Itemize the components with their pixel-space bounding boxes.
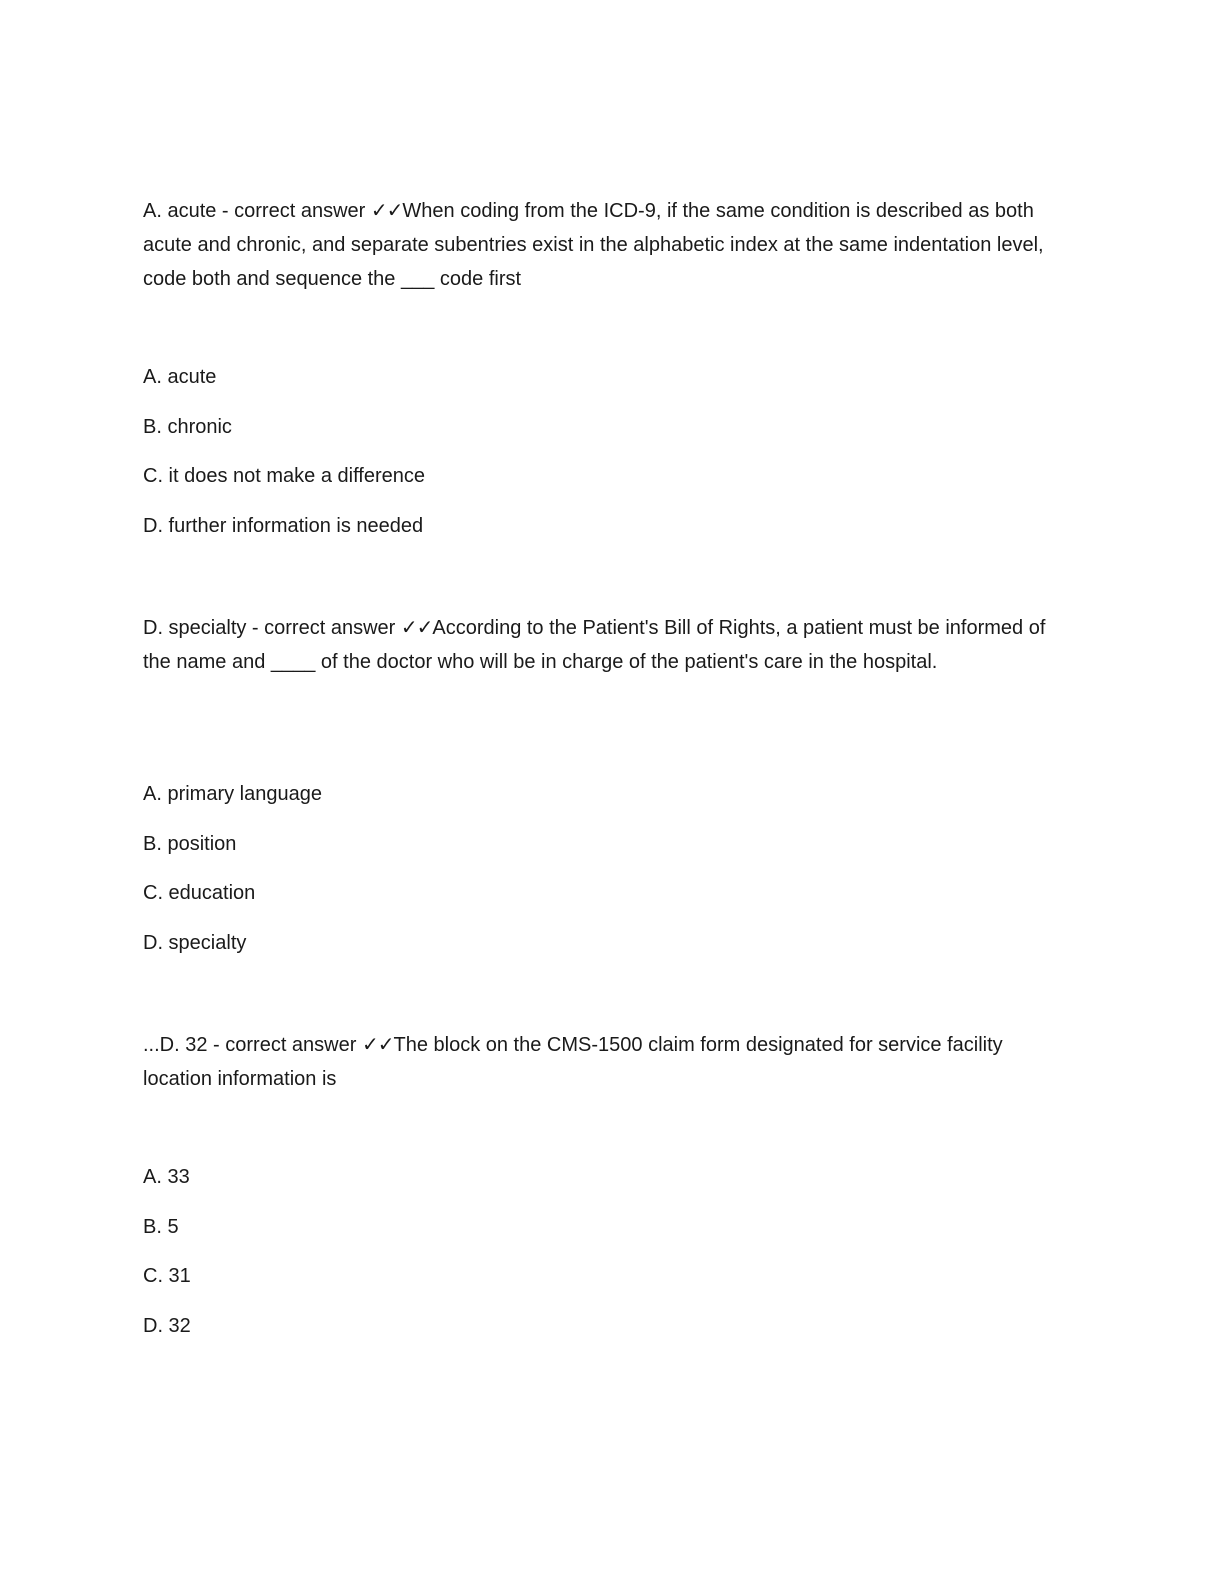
question-text: [143, 193, 1073, 296]
option-b: B. 5: [143, 1215, 179, 1238]
option-b: B. position: [143, 832, 237, 855]
options-list-2: [143, 781, 322, 979]
question-3: [143, 1027, 1073, 1096]
question-stem: The block on the CMS-1500 claim form designated for service facility location information is: [143, 1034, 1003, 1090]
answer-label: A. acute - correct answer: [143, 200, 371, 222]
option-d: D. specialty: [143, 931, 247, 954]
option-c: C. it does not make a difference: [143, 465, 426, 487]
checkmark-icon: ✓✓: [361, 1032, 394, 1056]
question-text: [143, 610, 1073, 679]
answer-label: ...D. 32 - correct answer: [143, 1034, 362, 1056]
option-d: D. 32: [143, 1314, 191, 1337]
checkmark-icon: ✓✓: [370, 198, 403, 222]
question-stem: When coding from the ICD-9, if the same condition is described as both acute and chronic, and separate subentries exist in the alphabetic index at the same indentation level, code both and sequence the ___ code first: [143, 200, 1044, 290]
checkmark-icon: ✓✓: [400, 615, 433, 639]
question-stem: According to the Patient's Bill of Rights, a patient must be informed of the name and ____ of the doctor who will be in charge of the patient's care in the hospital.: [143, 617, 1046, 673]
options-list-3: [143, 1164, 191, 1362]
question-text: [143, 1027, 1073, 1096]
option-c: C. education: [143, 882, 256, 904]
option-d: D. further information is needed: [143, 514, 424, 537]
option-c: C. 31: [143, 1265, 191, 1287]
question-2: [143, 610, 1073, 679]
option-a: A. acute: [143, 366, 217, 388]
question-1: [143, 193, 1073, 296]
option-a: A. 33: [143, 1166, 190, 1188]
option-a: A. primary language: [143, 783, 322, 805]
option-b: B. chronic: [143, 415, 232, 438]
answer-label: D. specialty - correct answer: [143, 617, 401, 639]
options-list-1: [143, 364, 425, 562]
